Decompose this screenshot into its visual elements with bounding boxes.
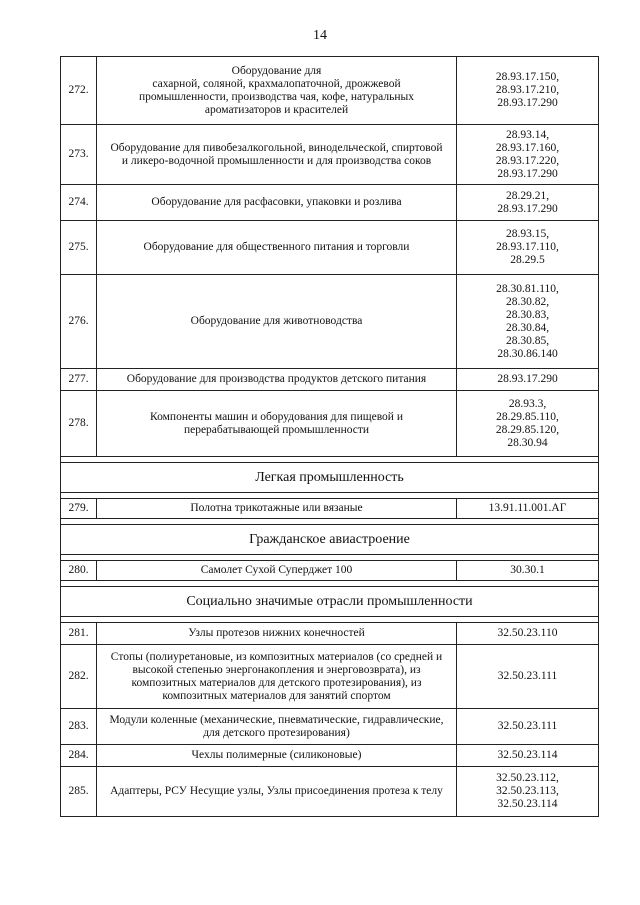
row-name: Оборудование для производства продуктов детского питания: [97, 369, 457, 391]
section-heading-row: [61, 587, 599, 617]
row-number: 284.: [61, 745, 97, 767]
row-name: Оборудование для общественного питания и торговли: [97, 221, 457, 275]
row-number: 272.: [61, 57, 97, 125]
row-name: Модули коленные (механические, пневматические, гидравлические, для детского протезирования): [97, 709, 457, 745]
table-row: [61, 561, 599, 581]
table-row: [61, 645, 599, 709]
table-row: [61, 57, 599, 125]
row-number: 283.: [61, 709, 97, 745]
row-number: 275.: [61, 221, 97, 275]
row-code: 28.93.17.150, 28.93.17.210, 28.93.17.290: [457, 57, 599, 125]
table-row: [61, 499, 599, 519]
table-row: [61, 709, 599, 745]
row-code: 32.50.23.114: [457, 745, 599, 767]
table-row: [61, 623, 599, 645]
row-code: 28.93.15, 28.93.17.110, 28.29.5: [457, 221, 599, 275]
table-row: [61, 369, 599, 391]
row-number: 274.: [61, 185, 97, 221]
row-number: 279.: [61, 499, 97, 519]
equipment-table: [60, 56, 599, 817]
row-name: Компоненты машин и оборудования для пищевой и перерабатывающей промышленности: [97, 391, 457, 457]
table-row: [61, 767, 599, 817]
row-name: Самолет Сухой Суперджет 100: [97, 561, 457, 581]
row-number: 273.: [61, 125, 97, 185]
row-number: 281.: [61, 623, 97, 645]
section-heading-row: [61, 463, 599, 493]
section-heading: Социально значимые отрасли промышленности: [61, 587, 599, 617]
row-name: Узлы протезов нижних конечностей: [97, 623, 457, 645]
row-number: 278.: [61, 391, 97, 457]
row-code: 32.50.23.111: [457, 645, 599, 709]
page-number: 14: [313, 28, 327, 43]
row-code: 13.91.11.001.АГ: [457, 499, 599, 519]
table-row: [61, 745, 599, 767]
row-name: Оборудование для животноводства: [97, 275, 457, 369]
row-code: 28.30.81.110, 28.30.82, 28.30.83, 28.30.84, 28.30.85, 28.30.86.140: [457, 275, 599, 369]
table-row: [61, 275, 599, 369]
table-row: [61, 391, 599, 457]
row-name: Оборудование для пивобезалкогольной, винодельческой, спиртовой и ликеро-водочной промышленности и для производства соков: [97, 125, 457, 185]
row-number: 285.: [61, 767, 97, 817]
row-code: 32.50.23.112, 32.50.23.113, 32.50.23.114: [457, 767, 599, 817]
row-name: Чехлы полимерные (силиконовые): [97, 745, 457, 767]
row-code: 28.93.17.290: [457, 369, 599, 391]
row-name: Стопы (полиуретановые, из композитных материалов (со средней и высокой степенью энергонакопления и энерговозврата), из композитных материалов для детского протезирования), из композитных материалов для занятий спортом: [97, 645, 457, 709]
row-number: 277.: [61, 369, 97, 391]
table-row: [61, 221, 599, 275]
row-number: 276.: [61, 275, 97, 369]
row-code: 28.29.21, 28.93.17.290: [457, 185, 599, 221]
row-code: 28.93.14, 28.93.17.160, 28.93.17.220, 28.93.17.290: [457, 125, 599, 185]
row-code: 30.30.1: [457, 561, 599, 581]
row-name: Оборудование для сахарной, соляной, крахмалопаточной, дрожжевой промышленности, производства чая, кофе, натуральных ароматизаторов и красителей: [97, 57, 457, 125]
row-name: Оборудование для расфасовки, упаковки и розлива: [97, 185, 457, 221]
section-heading: Гражданское авиастроение: [61, 525, 599, 555]
row-number: 282.: [61, 645, 97, 709]
row-code: 32.50.23.110: [457, 623, 599, 645]
table-row: [61, 125, 599, 185]
section-heading-row: [61, 525, 599, 555]
section-heading: Легкая промышленность: [61, 463, 599, 493]
row-name: Полотна трикотажные или вязаные: [97, 499, 457, 519]
row-code: 32.50.23.111: [457, 709, 599, 745]
row-name: Адаптеры, РСУ Несущие узлы, Узлы присоединения протеза к телу: [97, 767, 457, 817]
row-code: 28.93.3, 28.29.85.110, 28.29.85.120, 28.30.94: [457, 391, 599, 457]
table-row: [61, 185, 599, 221]
row-number: 280.: [61, 561, 97, 581]
